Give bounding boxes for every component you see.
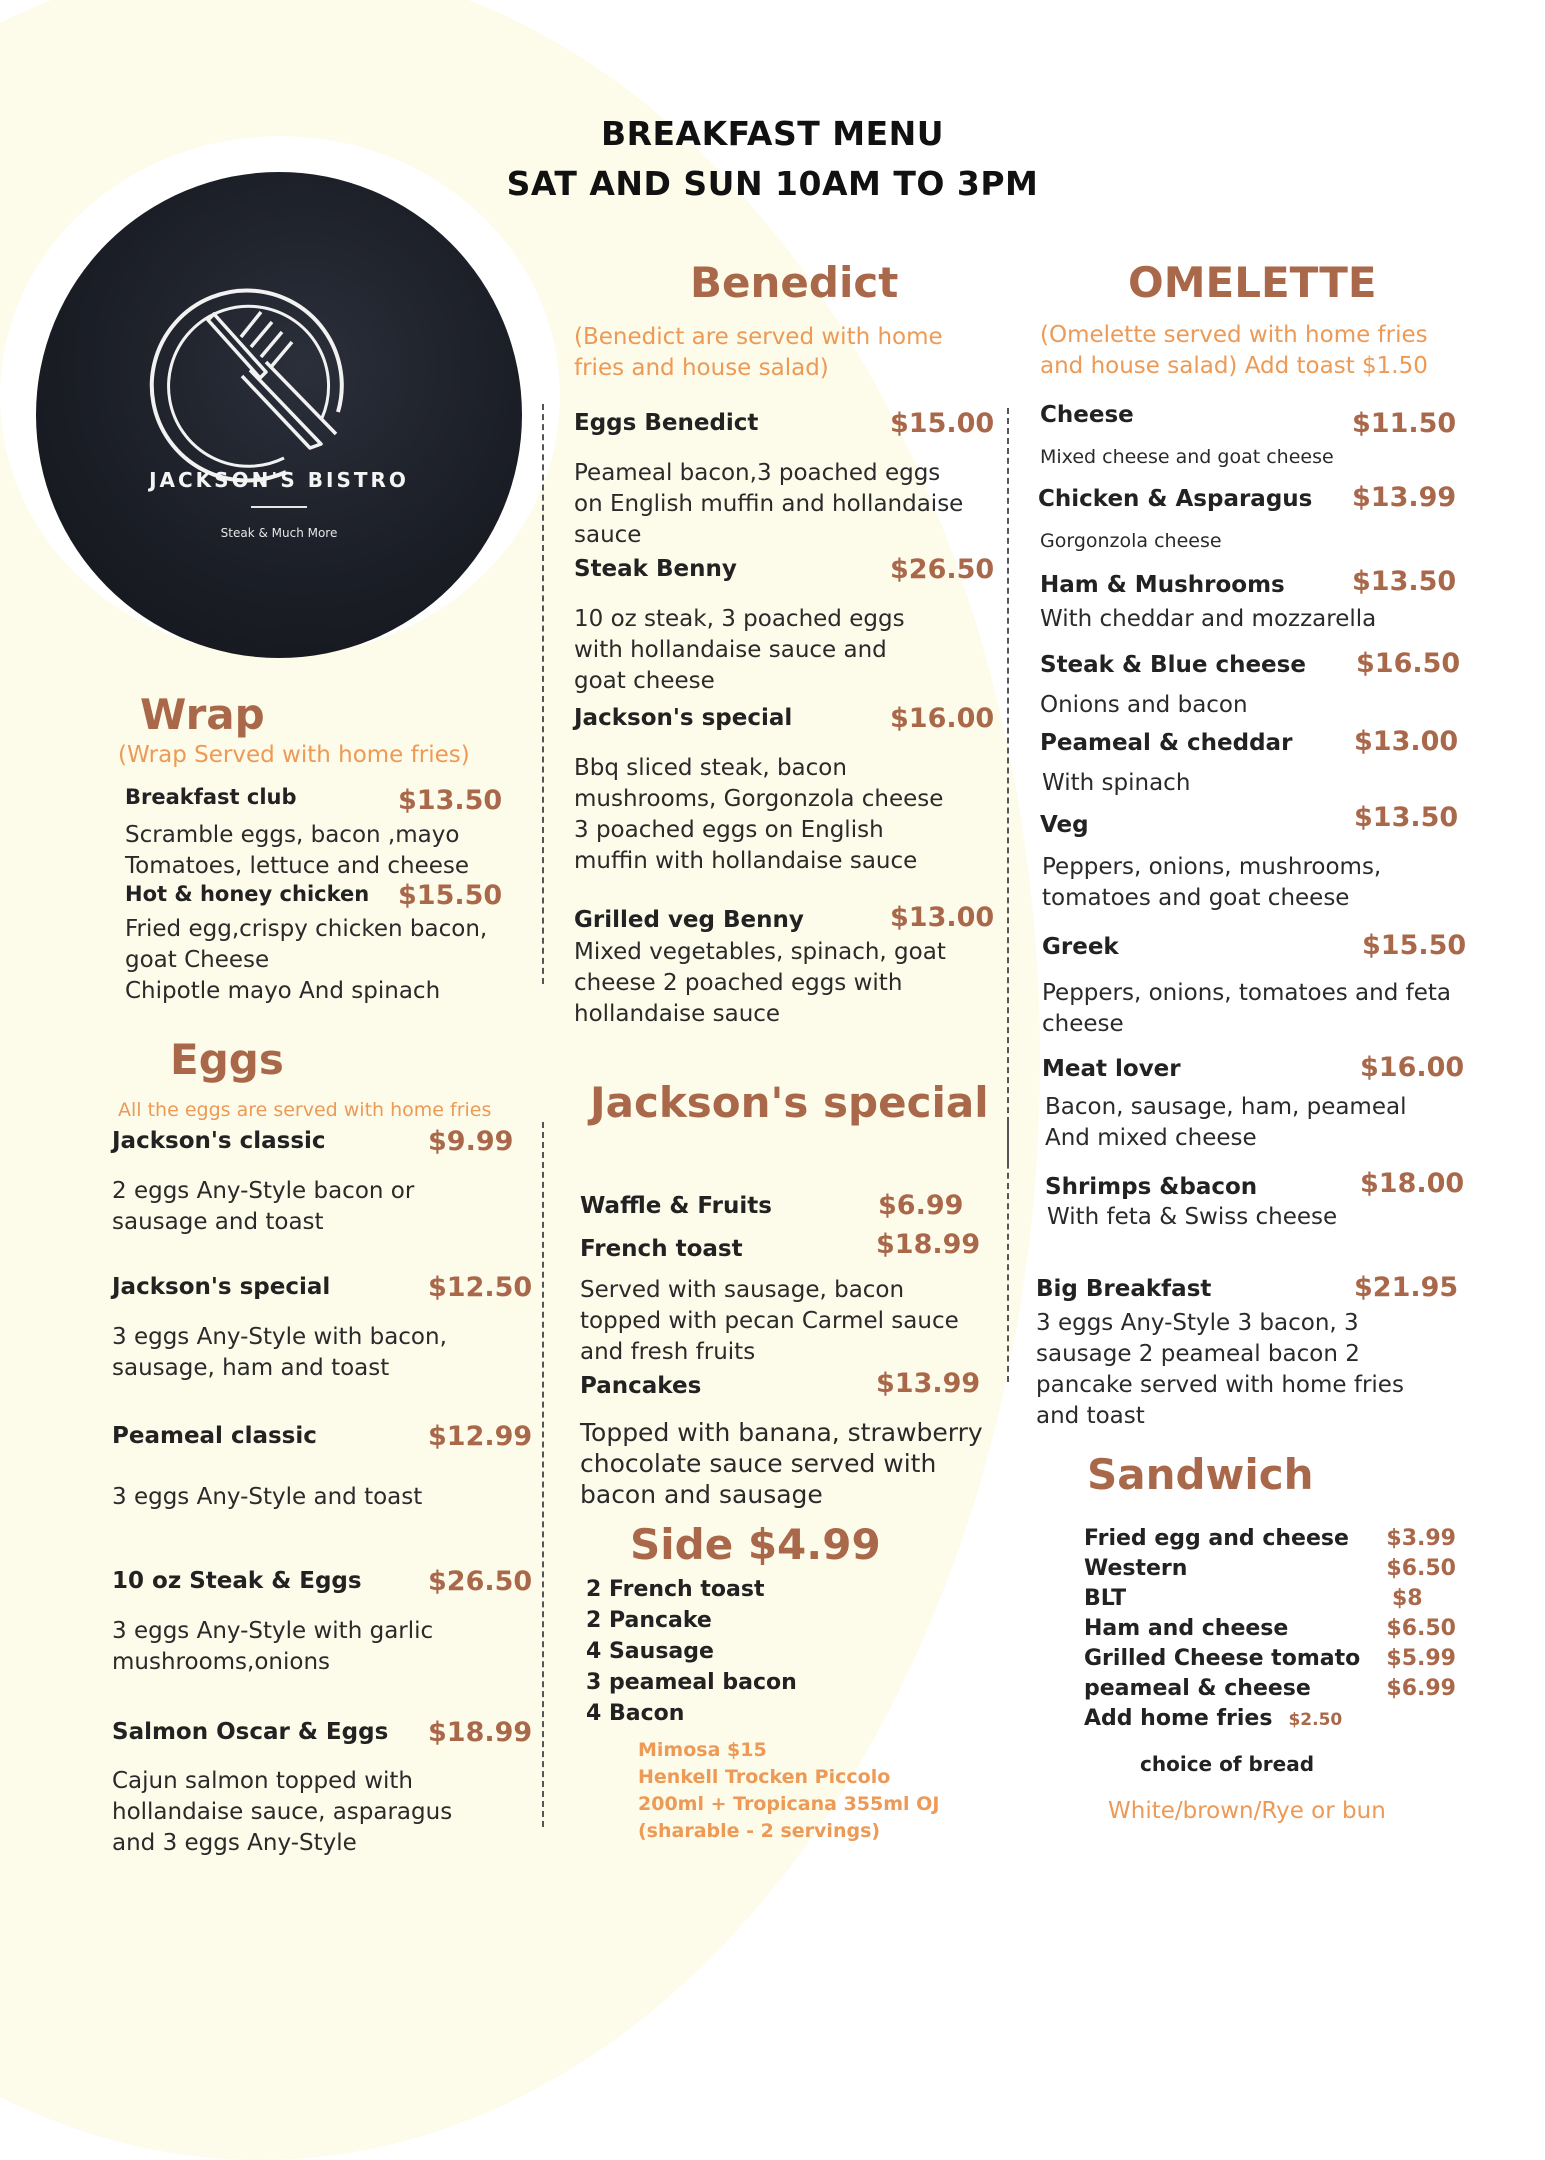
special-item-price: $13.99 <box>876 1368 981 1399</box>
eggs-item-desc: 2 eggs Any-Style bacon or sausage and toast <box>112 1178 415 1235</box>
wrap-item-price: $13.50 <box>398 785 503 816</box>
plate-fork-knife-icon <box>36 172 522 658</box>
wrap-item-desc: Scramble eggs, bacon ,mayo Tomatoes, lettuce and cheese <box>125 822 470 879</box>
special-item-desc: Served with sausage, bacon topped with pecan Carmel sauce and fresh fruits <box>580 1277 959 1365</box>
eggs-item-name: Jackson's classic <box>112 1128 326 1154</box>
special-item-name: Waffle & Fruits <box>580 1193 772 1219</box>
omelette-item-name: Meat lover <box>1042 1056 1181 1082</box>
omelette-item-name: Steak & Blue cheese <box>1040 652 1306 678</box>
omelette-item-price: $15.50 <box>1362 930 1467 961</box>
special-item-desc: Topped with banana, strawberry chocolate sauce served with bacon and sausage <box>580 1418 983 1509</box>
benedict-item-desc: 10 oz steak, 3 poached eggs with hollandaise sauce and goat cheese <box>574 606 905 694</box>
omelette-item-desc: Bacon, sausage, ham, peameal And mixed cheese <box>1045 1094 1407 1151</box>
side-item: 4 Bacon <box>586 1701 685 1726</box>
sandwich-row: Ham and cheese $6.50 <box>1084 1616 1456 1641</box>
big-breakfast-desc: 3 eggs Any-Style 3 bacon, 3 sausage 2 peameal bacon 2 pancake served with home fries and toast <box>1036 1310 1404 1429</box>
big-breakfast-price: $21.95 <box>1354 1272 1459 1303</box>
special-item-name: French toast <box>580 1236 743 1262</box>
side-item: 4 Sausage <box>586 1639 714 1664</box>
menu-hours: SAT AND SUN 10AM TO 3PM <box>506 164 1039 203</box>
bread-label: choice of bread <box>1140 1752 1315 1776</box>
special-item-price: $18.99 <box>876 1229 981 1260</box>
big-breakfast-name: Big Breakfast <box>1036 1276 1212 1302</box>
sandwich-row: Add home fries $2.50 <box>1084 1706 1343 1731</box>
benedict-item-name: Grilled veg Benny <box>574 907 804 933</box>
omelette-item-name: Peameal & cheddar <box>1040 730 1293 756</box>
side-item: 2 Pancake <box>586 1608 712 1633</box>
eggs-item-desc: 3 eggs Any-Style with garlic mushrooms,onions <box>112 1618 434 1675</box>
omelette-item-desc: Gorgonzola cheese <box>1040 530 1222 552</box>
omelette-item-desc: With cheddar and mozzarella <box>1040 606 1377 632</box>
omelette-item-name: Chicken & Asparagus <box>1038 486 1313 512</box>
wrap-item-name: Hot & honey chicken <box>125 882 370 906</box>
restaurant-logo <box>36 172 522 658</box>
wrap-item-name: Breakfast club <box>125 785 297 809</box>
sandwich-list <box>1084 1524 1456 1735</box>
wrap-note: (Wrap Served with home fries) <box>118 742 470 768</box>
side-item: 3 peameal bacon <box>586 1670 797 1695</box>
logo-divider <box>251 506 307 508</box>
eggs-note: All the eggs are served with home fries <box>118 1099 492 1121</box>
eggs-item-price: $26.50 <box>428 1566 533 1597</box>
eggs-item-price: $9.99 <box>428 1126 514 1157</box>
omelette-item-name: Greek <box>1042 934 1119 960</box>
omelette-item-desc: Mixed cheese and goat cheese <box>1040 446 1334 468</box>
benedict-item-name: Jackson's special <box>574 705 793 731</box>
benedict-item-desc: Bbq sliced steak, bacon mushrooms, Gorgonzola cheese 3 poached eggs on English muffin with hollandaise sauce <box>574 755 944 874</box>
omelette-item-price: $13.50 <box>1354 802 1459 833</box>
omelette-item-price: $13.00 <box>1354 726 1459 757</box>
benedict-item-price: $13.00 <box>890 902 995 933</box>
wrap-item-price: $15.50 <box>398 880 503 911</box>
omelette-item-price: $13.50 <box>1352 566 1457 597</box>
eggs-item-name: Salmon Oscar & Eggs <box>112 1719 389 1745</box>
eggs-item-name: Jackson's special <box>112 1274 331 1300</box>
omelette-note: (Omelette served with home fries and house salad) Add toast $1.50 <box>1040 322 1428 379</box>
sandwich-row: peameal & cheese $6.99 <box>1084 1676 1456 1701</box>
benedict-item-name: Steak Benny <box>574 556 737 582</box>
eggs-item-price: $12.50 <box>428 1272 533 1303</box>
eggs-item-desc: 3 eggs Any-Style and toast <box>112 1484 423 1510</box>
omelette-item-name: Shrimps &bacon <box>1045 1174 1258 1200</box>
sandwich-row: Western $6.50 <box>1084 1556 1456 1581</box>
omelette-item-price: $16.00 <box>1360 1052 1465 1083</box>
benedict-item-price: $16.00 <box>890 703 995 734</box>
benedict-item-price: $15.00 <box>890 408 995 439</box>
brand-tagline: Steak & Much More <box>220 526 338 540</box>
wrap-item-desc: Fried egg,crispy chicken bacon, goat Cheese Chipotle mayo And spinach <box>125 916 488 1004</box>
side-item: 2 French toast <box>586 1577 765 1602</box>
eggs-item-desc: 3 eggs Any-Style with bacon, sausage, ham and toast <box>112 1324 447 1381</box>
benedict-item-desc: Peameal bacon,3 poached eggs on English muffin and hollandaise sauce <box>574 460 964 548</box>
divider-left-lower <box>542 1122 544 1827</box>
eggs-title: Eggs <box>170 1035 284 1084</box>
eggs-item-price: $18.99 <box>428 1717 533 1748</box>
eggs-item-desc: Cajun salmon topped with hollandaise sauce, asparagus and 3 eggs Any-Style <box>112 1768 453 1856</box>
eggs-item-name: 10 oz Steak & Eggs <box>112 1568 362 1594</box>
omelette-item-name: Veg <box>1040 812 1089 838</box>
eggs-item-name: Peameal classic <box>112 1423 317 1449</box>
side-list <box>586 1574 797 1729</box>
sandwich-title: Sandwich <box>1087 1450 1314 1499</box>
omelette-title: OMELETTE <box>1128 258 1377 307</box>
omelette-item-price: $11.50 <box>1352 408 1457 439</box>
omelette-item-price: $13.99 <box>1352 482 1457 513</box>
wrap-title: Wrap <box>140 690 265 739</box>
side-title: Side $4.99 <box>630 1520 881 1569</box>
eggs-item-price: $12.99 <box>428 1421 533 1452</box>
benedict-title: Benedict <box>690 258 899 307</box>
special-item-price: $6.99 <box>878 1190 964 1221</box>
sandwich-row: Grilled Cheese tomato $5.99 <box>1084 1646 1456 1671</box>
sandwich-row: BLT $8 <box>1084 1586 1423 1611</box>
omelette-item-price: $16.50 <box>1356 648 1461 679</box>
benedict-item-price: $26.50 <box>890 554 995 585</box>
omelette-item-name: Ham & Mushrooms <box>1040 572 1285 598</box>
benedict-item-name: Eggs Benedict <box>574 410 759 436</box>
omelette-item-desc: Peppers, onions, tomatoes and feta cheese <box>1042 980 1451 1037</box>
menu-title: BREAKFAST MENU <box>600 114 945 153</box>
divider-right-lower <box>1007 1122 1009 1382</box>
special-title: Jackson's special <box>590 1078 989 1127</box>
omelette-item-desc: With feta & Swiss cheese <box>1047 1204 1338 1230</box>
omelette-item-desc: Onions and bacon <box>1040 692 1248 718</box>
omelette-item-name: Cheese <box>1040 402 1134 428</box>
sandwich-row: Fried egg and cheese $3.99 <box>1084 1526 1456 1551</box>
divider-left-upper <box>542 404 544 984</box>
special-item-name: Pancakes <box>580 1373 702 1399</box>
divider-right-upper <box>1007 408 1009 1163</box>
benedict-note: (Benedict are served with home fries and house salad) <box>574 324 943 381</box>
mimosa-offer: Mimosa $15 Henkell Trocken Piccolo 200ml + Tropicana 355ml OJ (sharable - 2 servings) <box>638 1739 940 1842</box>
bread-options: White/brown/Rye or bun <box>1108 1798 1386 1824</box>
benedict-item-desc: Mixed vegetables, spinach, goat cheese 2 poached eggs with hollandaise sauce <box>574 939 946 1027</box>
omelette-item-price: $18.00 <box>1360 1168 1465 1199</box>
brand-name: JACKSON'S BISTRO <box>149 468 409 492</box>
omelette-item-desc: With spinach <box>1042 770 1191 796</box>
omelette-item-desc: Peppers, onions, mushrooms, tomatoes and goat cheese <box>1042 854 1382 911</box>
